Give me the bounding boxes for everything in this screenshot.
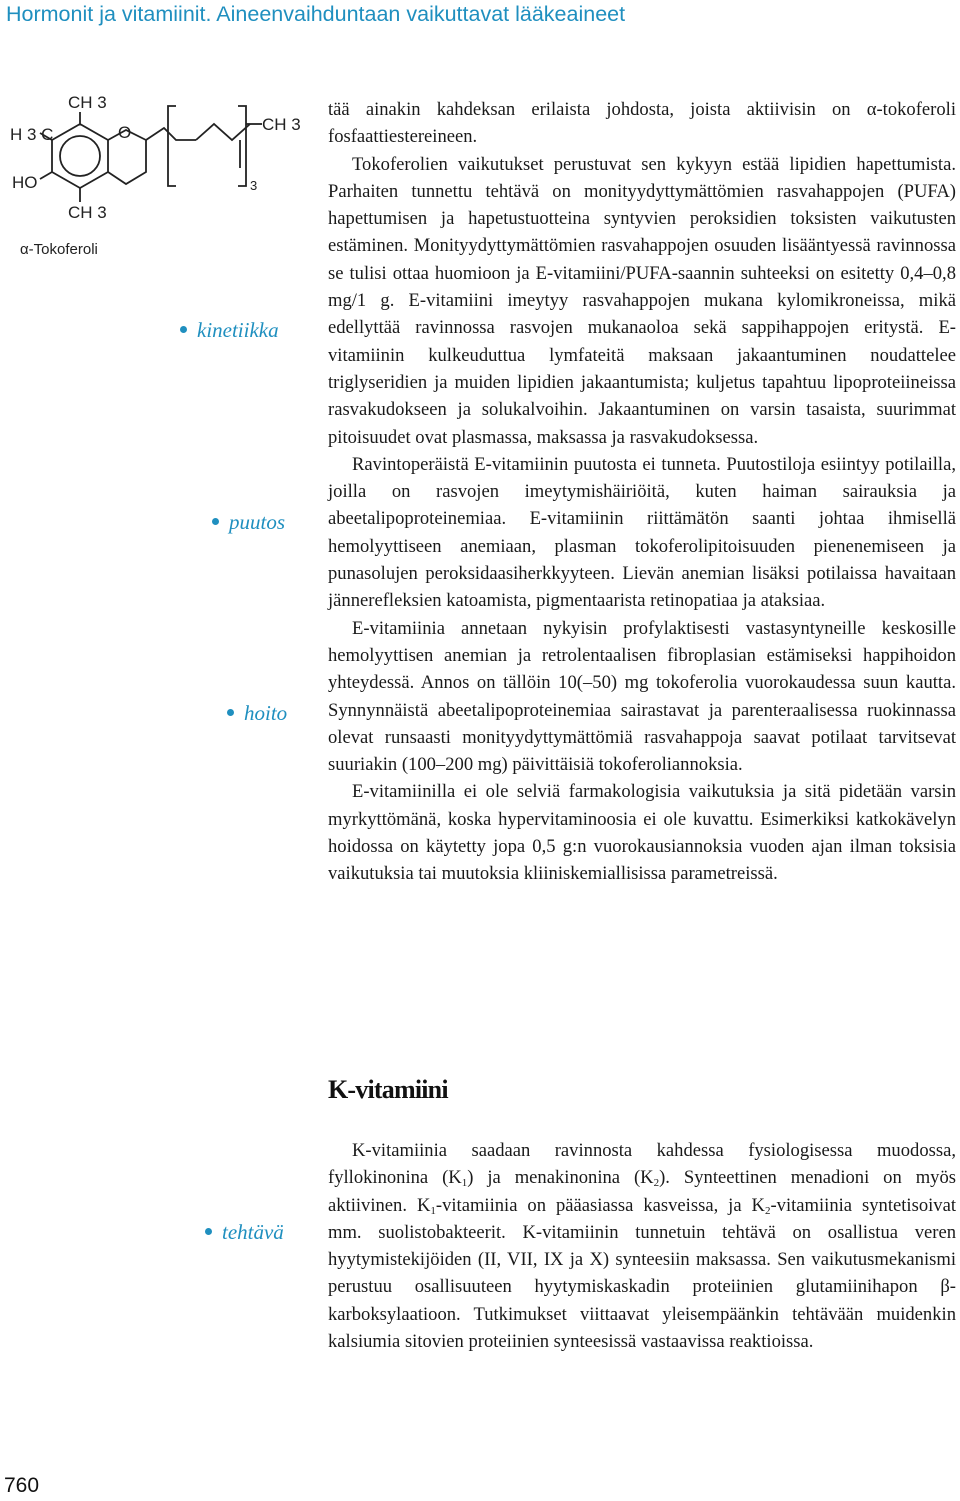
- paragraph: Tokoferolien vaikutukset perustuvat sen kykyyn estää lipidien hapettumista. Parhaiten tunnettu tehtävä on monityydyttymättömien rasvahappojen (PUFA) hapettumisen ja hapetustuotteina syntyvien peroksidien toksisten vaikutusten estäminen. Monityydyttymättömien rasvahappojen osuuden lisääntyessä ravinnossa se tulisi ottaa huomioon ja E-vitamiini/PUFA-saannin suhteeksi on esitetty 0,4–0,8 mg/1 g. E-vitamiini imeytyy rasvahappojen mukana kylomikroneissa, mikä edellyttää ravinnossa rasvojen mukanaoloa sekä sappihappojen eritystä. E-vitamiinin kulkeuduttua lymfateitä maksaan jakaantuminen noudattelee triglyseridien ja muiden lipidien jakaantumista; kuljetus tapahtuu lipoproteiineissa rasvakudokseen ja solukalvoihin. Jakaantuminen on varsin tasaista, suurimmat pitoisuudet ovat plasmassa, maksassa ja rasvakudoksessa.: [328, 153, 956, 448]
- section-heading: K-vitamiini: [328, 1075, 448, 1104]
- margin-label-hoito: hoito: [227, 701, 287, 726]
- vitamin-k-text: [328, 1137, 956, 1355]
- bullet-icon: [180, 326, 187, 333]
- oxygen-label: O: [118, 123, 132, 142]
- repeat-subscript: 3: [250, 178, 258, 193]
- margin-label-kinetiikka: kinetiikka: [180, 318, 279, 343]
- vitamin-e-text: [328, 96, 956, 888]
- paragraph: tää ainakin kahdeksan erilaista johdosta, joista aktiivisin on α-tokoferoli fosfaattiestereineen.: [328, 99, 956, 148]
- paragraph: E-vitamiinilla ei ole selviä farmakologisia vaikutuksia ja sitä pidetään varsin myrkyttömänä, koska hypervitaminoosia ei ole kuvattu. Esimerkiksi katkokävelyn hoidossa on käytetty jopa 0,5 g:n vuorokausiannoksia vuoden ajan ilman toksisia vaikutuksia tai muutoksia kliiniskemiallisissa parametreissä.: [328, 781, 956, 885]
- paragraph: Ravintoperäistä E-vitamiinin puutosta ei tunneta. Puutostiloja esiintyy potilailla, joilla on rasvojen imeytymishäiriöitä, kuten haiman sairauksia ja abeetalipoproteinemiaa. E-vitamiinin riittämätön saanti johtaa ihmisellä hemolyyttiseen anemiaan, plasman tokoferolipitoisuuden pienenemiseen ja punasolujen peroksidaasiherkkyyteen. Lievän anemian lisäksi potilaissa havaitaan jännerefleksien katoamista, pigmentaarista retinopatiaa ja ataksiaa.: [328, 453, 956, 612]
- alpha-tocopherol-structure: [0, 88, 310, 288]
- running-header: Hormonit ja vitamiinit. Aineenvaihduntaan vaikuttavat lääkeaineet: [6, 2, 626, 26]
- paragraph: E-vitamiinia annetaan nykyisin profylaktisesti vastasyntyneille keskosille hemolyyttisen anemian ja retrolentaalisen fibroplasian estämiseksi happihoidon yhteydessä. Annos on tällöin 10(–50) mg tokoferolia vuorokaudessa suun kautta. Synnynnäistä abeetalipoproteinemiaa sairastavat ja parenteraalisessa ruokinnassa olevat runsaasti monityydyttymättömiä rasvahappoja saavat potilaat tarvitsevat suuriakin (100–200 mg) päivittäisiä tokoferoliannoksia.: [328, 617, 956, 776]
- h3c-label: H 3 C: [10, 125, 54, 144]
- ch3-top-label: CH 3: [68, 93, 107, 112]
- margin-label-tehtava: tehtävä: [205, 1220, 284, 1245]
- bullet-icon: [205, 1228, 212, 1235]
- paragraph: K-vitamiinia saadaan ravinnosta kahdessa fysiologisessa muodossa, fyllokinonina $(K_1)$ ja menakinonina $(K_2)$. Synteettinen menadioni on myös aktiivinen. $K_1$-vitamiinia on pääasiassa kasveissa, ja $K_2$-vitamiinia syntetisoivat mm. suolistobakteerit. K-vitamiinin tunnetuin tehtävä on osallistua veren hyytymistekijöiden (II, VII, IX ja X) synteesiin maksassa. Sen vaikutusmekanismi perustuu osallisuuteen hyytymiskaskadin proteiinien glutamiinihapon β-karboksylaatioon. Tutkimukset viittaavat yleisempäänkin tehtävään muidenkin kalsiumia sitovien proteiinien synteesissä vastaavissa reaktioissa.: [328, 1140, 956, 1353]
- bullet-icon: [212, 518, 219, 525]
- ho-label: HO: [12, 173, 38, 192]
- structure-caption: α-Tokoferoli: [20, 241, 98, 258]
- ch3-bottom-label: CH 3: [68, 203, 107, 222]
- page-number: 760: [4, 1474, 40, 1497]
- margin-label-puutos: puutos: [212, 510, 285, 535]
- bullet-icon: [227, 709, 234, 716]
- ch3-right-label: CH 3: [262, 115, 301, 134]
